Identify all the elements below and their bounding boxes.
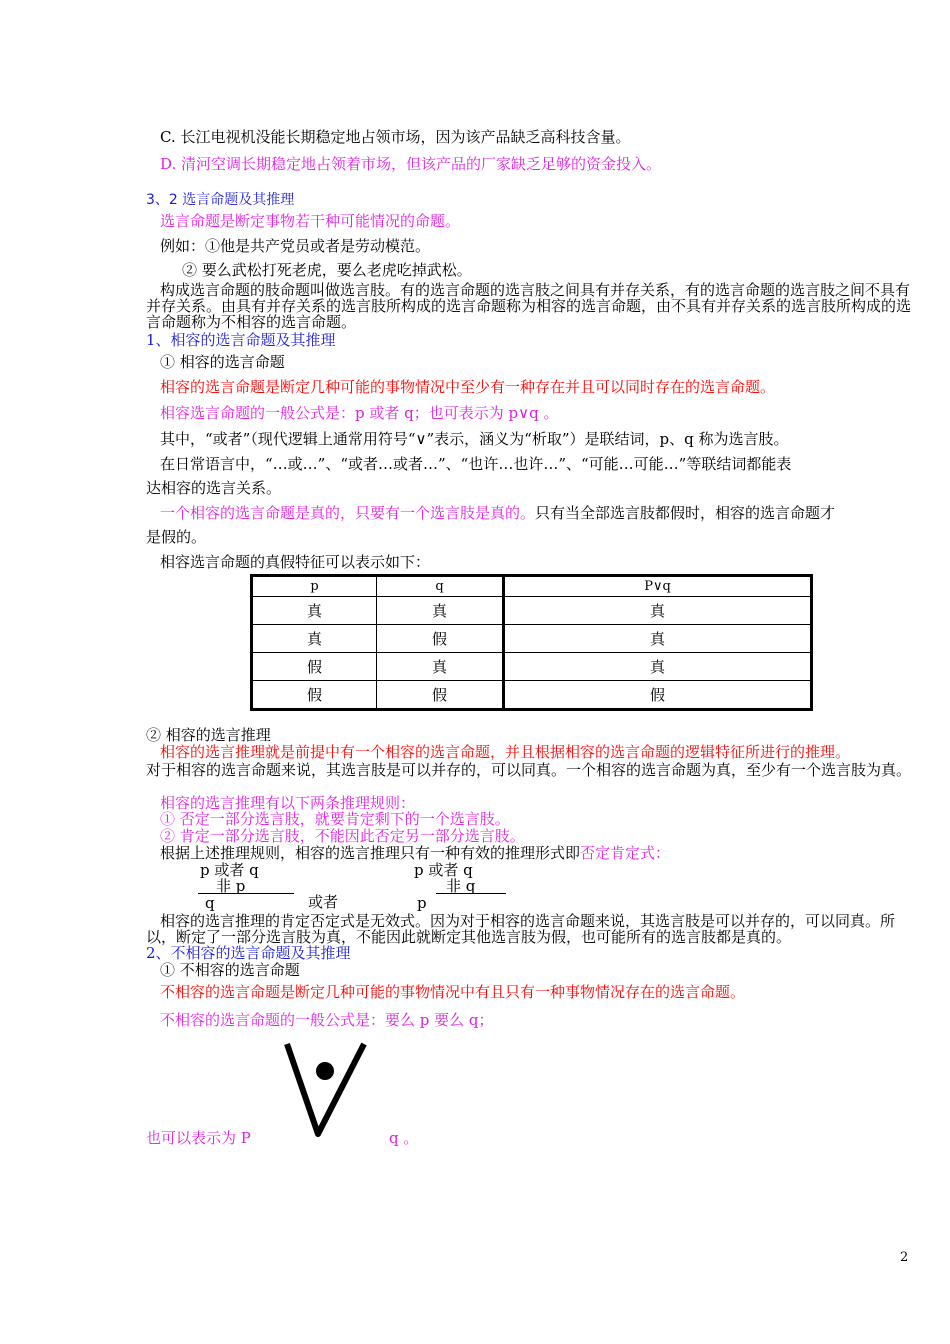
table-header: P∨q — [504, 576, 812, 597]
table-row — [252, 597, 812, 625]
table-header-row — [252, 576, 812, 597]
connective-note: 其中，“或者”（现代逻辑上通常用符号“∨”表示，涵义为“析取”）是联结词，p、q 称为选言肢。 — [160, 430, 789, 448]
table-cell: 真 — [504, 625, 812, 653]
truth-condition-rest: 只有当全部选言肢都假时，相容的选言命题才 — [535, 504, 836, 522]
truth-condition-end: 是假的。 — [146, 528, 207, 546]
option-c: C. 长江电视机没能长期稳定地占领市场，因为该产品缺乏高科技含量。 — [160, 128, 631, 146]
valid-form-name: 否定肯定式： — [580, 844, 671, 862]
table-cell: 真 — [252, 597, 377, 625]
daily-language-2: 达相容的选言关系。 — [146, 479, 282, 497]
compatible-formula: 相容选言命题的一般公式是：p 或者 q；也可表示为 p∨q 。 — [160, 404, 559, 422]
incompatible-alt-prefix: 也可以表示为 P — [146, 1129, 251, 1147]
form-left-negation: 非 p — [216, 877, 246, 895]
example-1: 例如：①他是共产党员或者是劳动模范。 — [160, 237, 431, 255]
form-or: 或者 — [308, 893, 339, 911]
truth-condition-highlight: 一个相容的选言命题是真的，只要有一个选言肢是真的。 — [160, 504, 536, 522]
incompatible-formula: 不相容的选言命题的一般公式是：要么 p 要么 q； — [160, 1011, 494, 1029]
compatible-definition: 相容的选言命题是断定几种可能的事物情况中至少有一种存在并且可以同时存在的选言命题。 — [160, 378, 776, 396]
compatible-heading: 1、相容的选言命题及其推理 — [146, 331, 336, 349]
table-row — [252, 653, 812, 681]
form-left-conclusion: q — [205, 894, 215, 912]
option-d: D. 清河空调长期稳定地占领着市场，但该产品的厂家缺乏足够的资金投入。 — [160, 155, 662, 173]
incompatible-alt-suffix: q 。 — [389, 1129, 419, 1147]
daily-language-1: 在日常语言中，“…或…”、“或者…或者…”、“也许…也许…”、“可能…可能…”等联结词都能表 — [160, 455, 792, 473]
compatible-sub2: ② 相容的选言推理 — [146, 726, 271, 744]
form-right-conclusion: p — [417, 894, 427, 912]
table-cell: 假 — [377, 680, 504, 709]
rules-heading: 相容的选言推理有以下两条推理规则： — [160, 794, 416, 812]
truth-condition — [160, 506, 835, 521]
table-cell: 真 — [377, 597, 504, 625]
table-cell: 假 — [504, 680, 812, 709]
table-cell: 假 — [252, 653, 377, 681]
disjunctive-definition: 选言命题是断定事物若干种可能情况的命题。 — [160, 212, 461, 230]
form-right-negation: 非 q — [446, 877, 476, 895]
incompatible-heading: 2、不相容的选言命题及其推理 — [146, 944, 351, 962]
form-right-line — [436, 893, 506, 894]
compatible-sub1: ① 相容的选言命题 — [160, 353, 285, 371]
form-right-premise: p 或者 q — [414, 861, 473, 879]
valid-form-text: 根据上述推理规则，相容的选言推理只有一种有效的推理形式即 — [160, 844, 581, 862]
table-cell: 真 — [252, 625, 377, 653]
table-row — [252, 625, 812, 653]
table-header: p — [252, 576, 377, 597]
table-cell: 真 — [504, 653, 812, 681]
incompatible-definition: 不相容的选言命题是断定几种可能的事物情况中有且只有一种事物情况存在的选言命题。 — [160, 983, 746, 1001]
table-cell: 真 — [504, 597, 812, 625]
table-cell: 假 — [377, 625, 504, 653]
incompatible-sub1: ① 不相容的选言命题 — [160, 961, 300, 979]
rule-1: ① 否定一部分选言肢，就要肯定剩下的一个选言肢。 — [160, 810, 510, 828]
rule-2: ② 肯定一部分选言肢，不能因此否定另一部分选言肢。 — [160, 827, 525, 845]
valid-form — [160, 846, 670, 861]
table-intro: 相容选言命题的真假特征可以表示如下： — [160, 553, 431, 571]
table-row — [252, 680, 812, 709]
inference-note: 对于相容的选言命题来说，其选言肢是可以并存的，可以同真。一个相容的选言命题为真，至少有一个选言肢为真。 — [146, 761, 912, 779]
intro-paragraph: 构成选言命题的肢命题叫做选言肢。有的选言命题的选言肢之间具有并存关系，有的选言命题的选言肢之间不具有并存关系。由具有并存关系的选言肢所构成的选言命题称为相容的选言命题，由不具有并存关系的选言肢所构成的选言命题称为不相容的选言命题。 — [146, 281, 912, 331]
table-cell: 假 — [252, 680, 377, 709]
example-2: ② 要么武松打死老虎，要么老虎吃掉武松。 — [182, 261, 472, 279]
truth-table — [250, 574, 813, 711]
section-heading: 3、2 选言命题及其推理 — [146, 192, 295, 208]
form-left-premise: p 或者 q — [200, 861, 259, 879]
table-cell: 真 — [377, 653, 504, 681]
table-header: q — [377, 576, 504, 597]
inference-definition: 相容的选言推理就是前提中有一个相容的选言命题，并且根据相容的选言命题的逻辑特征所进行的推理。 — [160, 743, 851, 761]
exclusive-or-symbol-icon — [278, 1036, 370, 1140]
page-number: 2 — [900, 1250, 909, 1265]
invalid-form-note: 相容的选言推理的肯定否定式是无效式。因为对于相容的选言命题来说，其选言肢是可以并存的，可以同真。所以，断定了一部分选言肢为真，不能因此就断定其他选言肢为假，也可能所有的选言肢都是真的。 — [146, 912, 896, 946]
